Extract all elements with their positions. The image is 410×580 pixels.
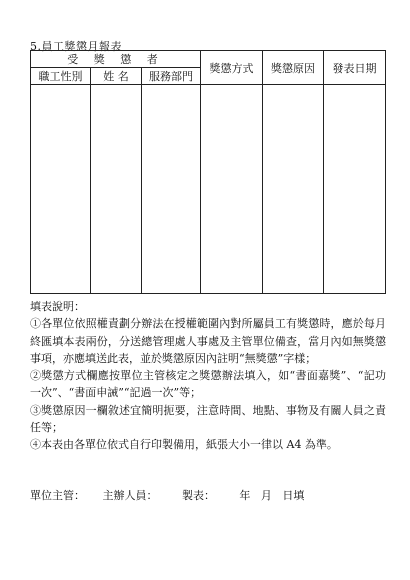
cell-name[interactable] bbox=[91, 85, 142, 294]
document-title: 5.員工獎懲月報表 bbox=[30, 40, 122, 53]
header-employee-gender: 職工性別 bbox=[31, 68, 91, 85]
header-reward-method: 獎懲方式 bbox=[201, 51, 263, 85]
signature-line: 單位主管： 主辦人員： 製表： 年 月 日填 bbox=[30, 489, 305, 502]
cell-department[interactable] bbox=[142, 85, 201, 294]
cell-reward-method[interactable] bbox=[201, 85, 263, 294]
instructions bbox=[30, 298, 386, 454]
header-department: 服務部門 bbox=[142, 68, 201, 85]
recipient-group-header: 受 獎 懲 者 bbox=[31, 51, 201, 68]
cell-employee-gender[interactable] bbox=[31, 85, 91, 294]
instruction-item-2: ②獎懲方式欄應按單位主管核定之獎懲辦法填入，如“書面嘉獎”、“記功一次”、“書面申誡”“記過一次”等； bbox=[30, 369, 386, 400]
header-publish-date: 發表日期 bbox=[324, 51, 386, 85]
header-name: 姓 名 bbox=[91, 68, 142, 85]
cell-reward-reason[interactable] bbox=[263, 85, 324, 294]
cell-publish-date[interactable] bbox=[324, 85, 386, 294]
instruction-item-4: ④本表由各單位依式自行印製備用，紙張大小一律以 A4 為準。 bbox=[30, 438, 338, 452]
instruction-item-3: ③獎懲原因一欄敘述宜簡明扼要，注意時間、地點、事物及有關人員之責任等； bbox=[30, 403, 386, 435]
header-reward-reason: 獎懲原因 bbox=[263, 51, 324, 85]
instructions-heading: 填表說明： bbox=[30, 300, 85, 313]
report-table bbox=[30, 50, 386, 294]
instruction-item-1: ①各單位依照權責劃分辦法在授權範圍內對所屬員工有獎懲時，應於每月終匯填本表兩份，分送總管理處人事處及主管單位備查，當月內如無獎懲事項，亦應填送此表，並於獎懲原因內註明“無獎懲”字樣； bbox=[30, 317, 386, 365]
